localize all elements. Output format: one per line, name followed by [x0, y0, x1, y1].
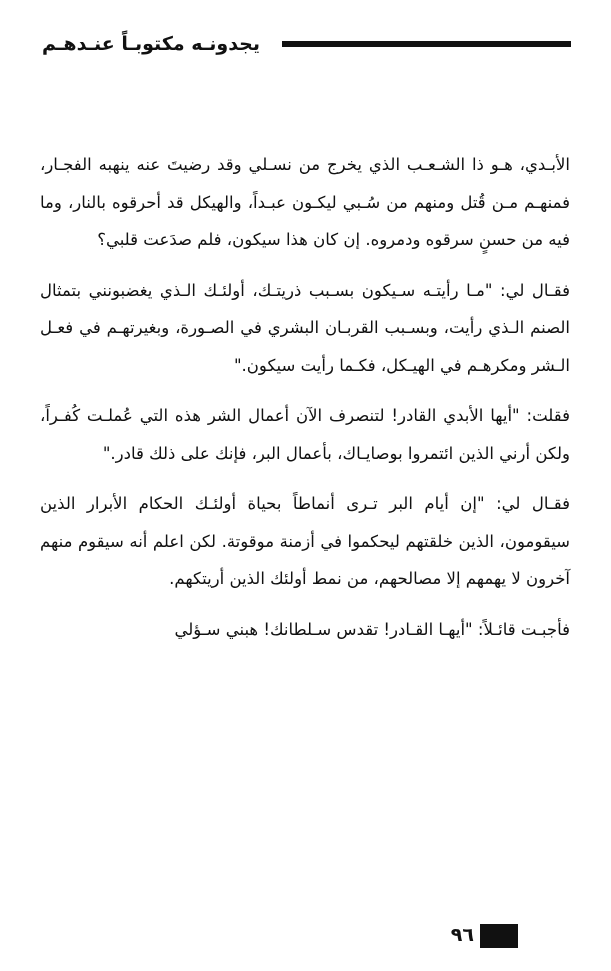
paragraph-5: فأجبـت قائـلاً: "أيهـا القـادر! تقدس سـلطانك! هبني سـؤلي [174, 619, 570, 639]
page-footer [0, 920, 611, 950]
paragraph-2: فقـال لي: "مـا رأيتـه سـيكون بسـبب ذريتـك، أولئـك الـذي يغضبونني بتمثال الصنم الـذي رأيت، وبسـبب القربـان البشري في الصـورة، وبغيرتهـم في فعـل الـشر ومكرهـم في الهيـكل، فكـما رأيت سيكون." [40, 280, 570, 375]
paragraph-3: فقلت: "أيها الأبدي القادر! لتنصرف الآن أعمال الشر هذه التي عُملـت كُفـراً، ولكن أرني الذين ائتمروا بوصايـاك، بأعمال البر، فإنك على ذلك قادر." [40, 406, 570, 463]
page-number: ٩٦ [450, 924, 474, 946]
running-head-title: يجدونـه مكتوبـاً عنـدهـم [42, 33, 261, 55]
paragraph-1: الأبـدي، هـو ذا الشـعـب الذي يخرج من نسـلي وقد رضيتَ عنه ينهبه الفجـار، فمنهـم مـن قُتل ومنهم من سُـبي ليكـون عبـداً، والهيكل قد أحرقوه بالنار، وما فيه من حسنٍ سرقوه ودمروه. إن كان هذا سيكون، فلم صدَعت قلبي؟ [40, 155, 570, 249]
footer-block-decoration [480, 924, 518, 948]
page-body [40, 146, 570, 661]
running-head-rule [282, 41, 571, 47]
running-head [0, 30, 611, 64]
paragraph-4: فقـال لي: "إن أيام البر تـرى أنماطاً بحياة أولئـك الحكام الأبرار الذين سيقومون، الذين خلقتهم ليحكموا في أزمنة موقوتة. لكن اعلم أنه سيقوم منهم آخرون لا يهمهم إلا مصالحهم، من نمط أولئك الذين أريتكهم. [40, 494, 570, 588]
